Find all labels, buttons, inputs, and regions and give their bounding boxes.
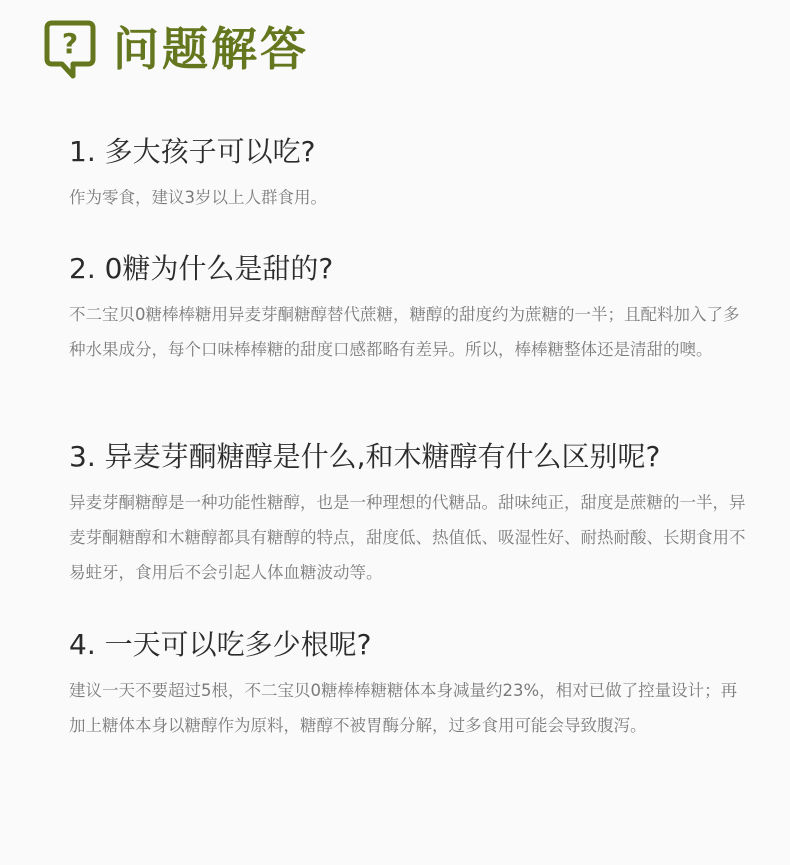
faq-item — [69, 130, 749, 215]
faq-item — [69, 623, 749, 743]
faq-answer: 不二宝贝0糖棒棒糖用异麦芽酮糖醇替代蔗糖，糖醇的甜度约为蔗糖的一半；且配料加入了多种水果成分，每个口味棒棒糖的甜度口感都略有差异。所以，棒棒糖整体还是清甜的噢。 — [69, 305, 740, 359]
question-mark-glyph: ? — [61, 27, 79, 60]
question-speech-bubble-icon — [43, 18, 97, 80]
faq-answer: 作为零食，建议3岁以上人群食用。 — [69, 188, 327, 207]
page-title: 问题解答 — [113, 22, 309, 76]
faq-question: 4. 一天可以吃多少根呢? — [69, 628, 372, 661]
faq-question: 3. 异麦芽酮糖醇是什么,和木糖醇有什么区别呢? — [69, 440, 661, 473]
faq-item — [69, 247, 749, 367]
faq-answer: 建议一天不要超过5根，不二宝贝0糖棒棒糖糖体本身减量约23%，相对已做了控量设计；再加上糖体本身以糖醇作为原料，糖醇不被胃酶分解，过多食用可能会导致腹泻。 — [69, 681, 738, 735]
page-header — [43, 16, 309, 82]
faq-answer: 异麦芽酮糖醇是一种功能性糖醇，也是一种理想的代糖品。甜味纯正，甜度是蔗糖的一半，异麦芽酮糖醇和木糖醇都具有糖醇的特点，甜度低、热值低、吸湿性好、耐热耐酸、长期食用不易蛀牙，食用后不会引起人体血糖波动等。 — [69, 493, 746, 582]
faq-question: 1. 多大孩子可以吃? — [69, 135, 316, 168]
faq-question: 2. 0糖为什么是甜的? — [69, 252, 334, 285]
faq-item — [69, 435, 749, 590]
